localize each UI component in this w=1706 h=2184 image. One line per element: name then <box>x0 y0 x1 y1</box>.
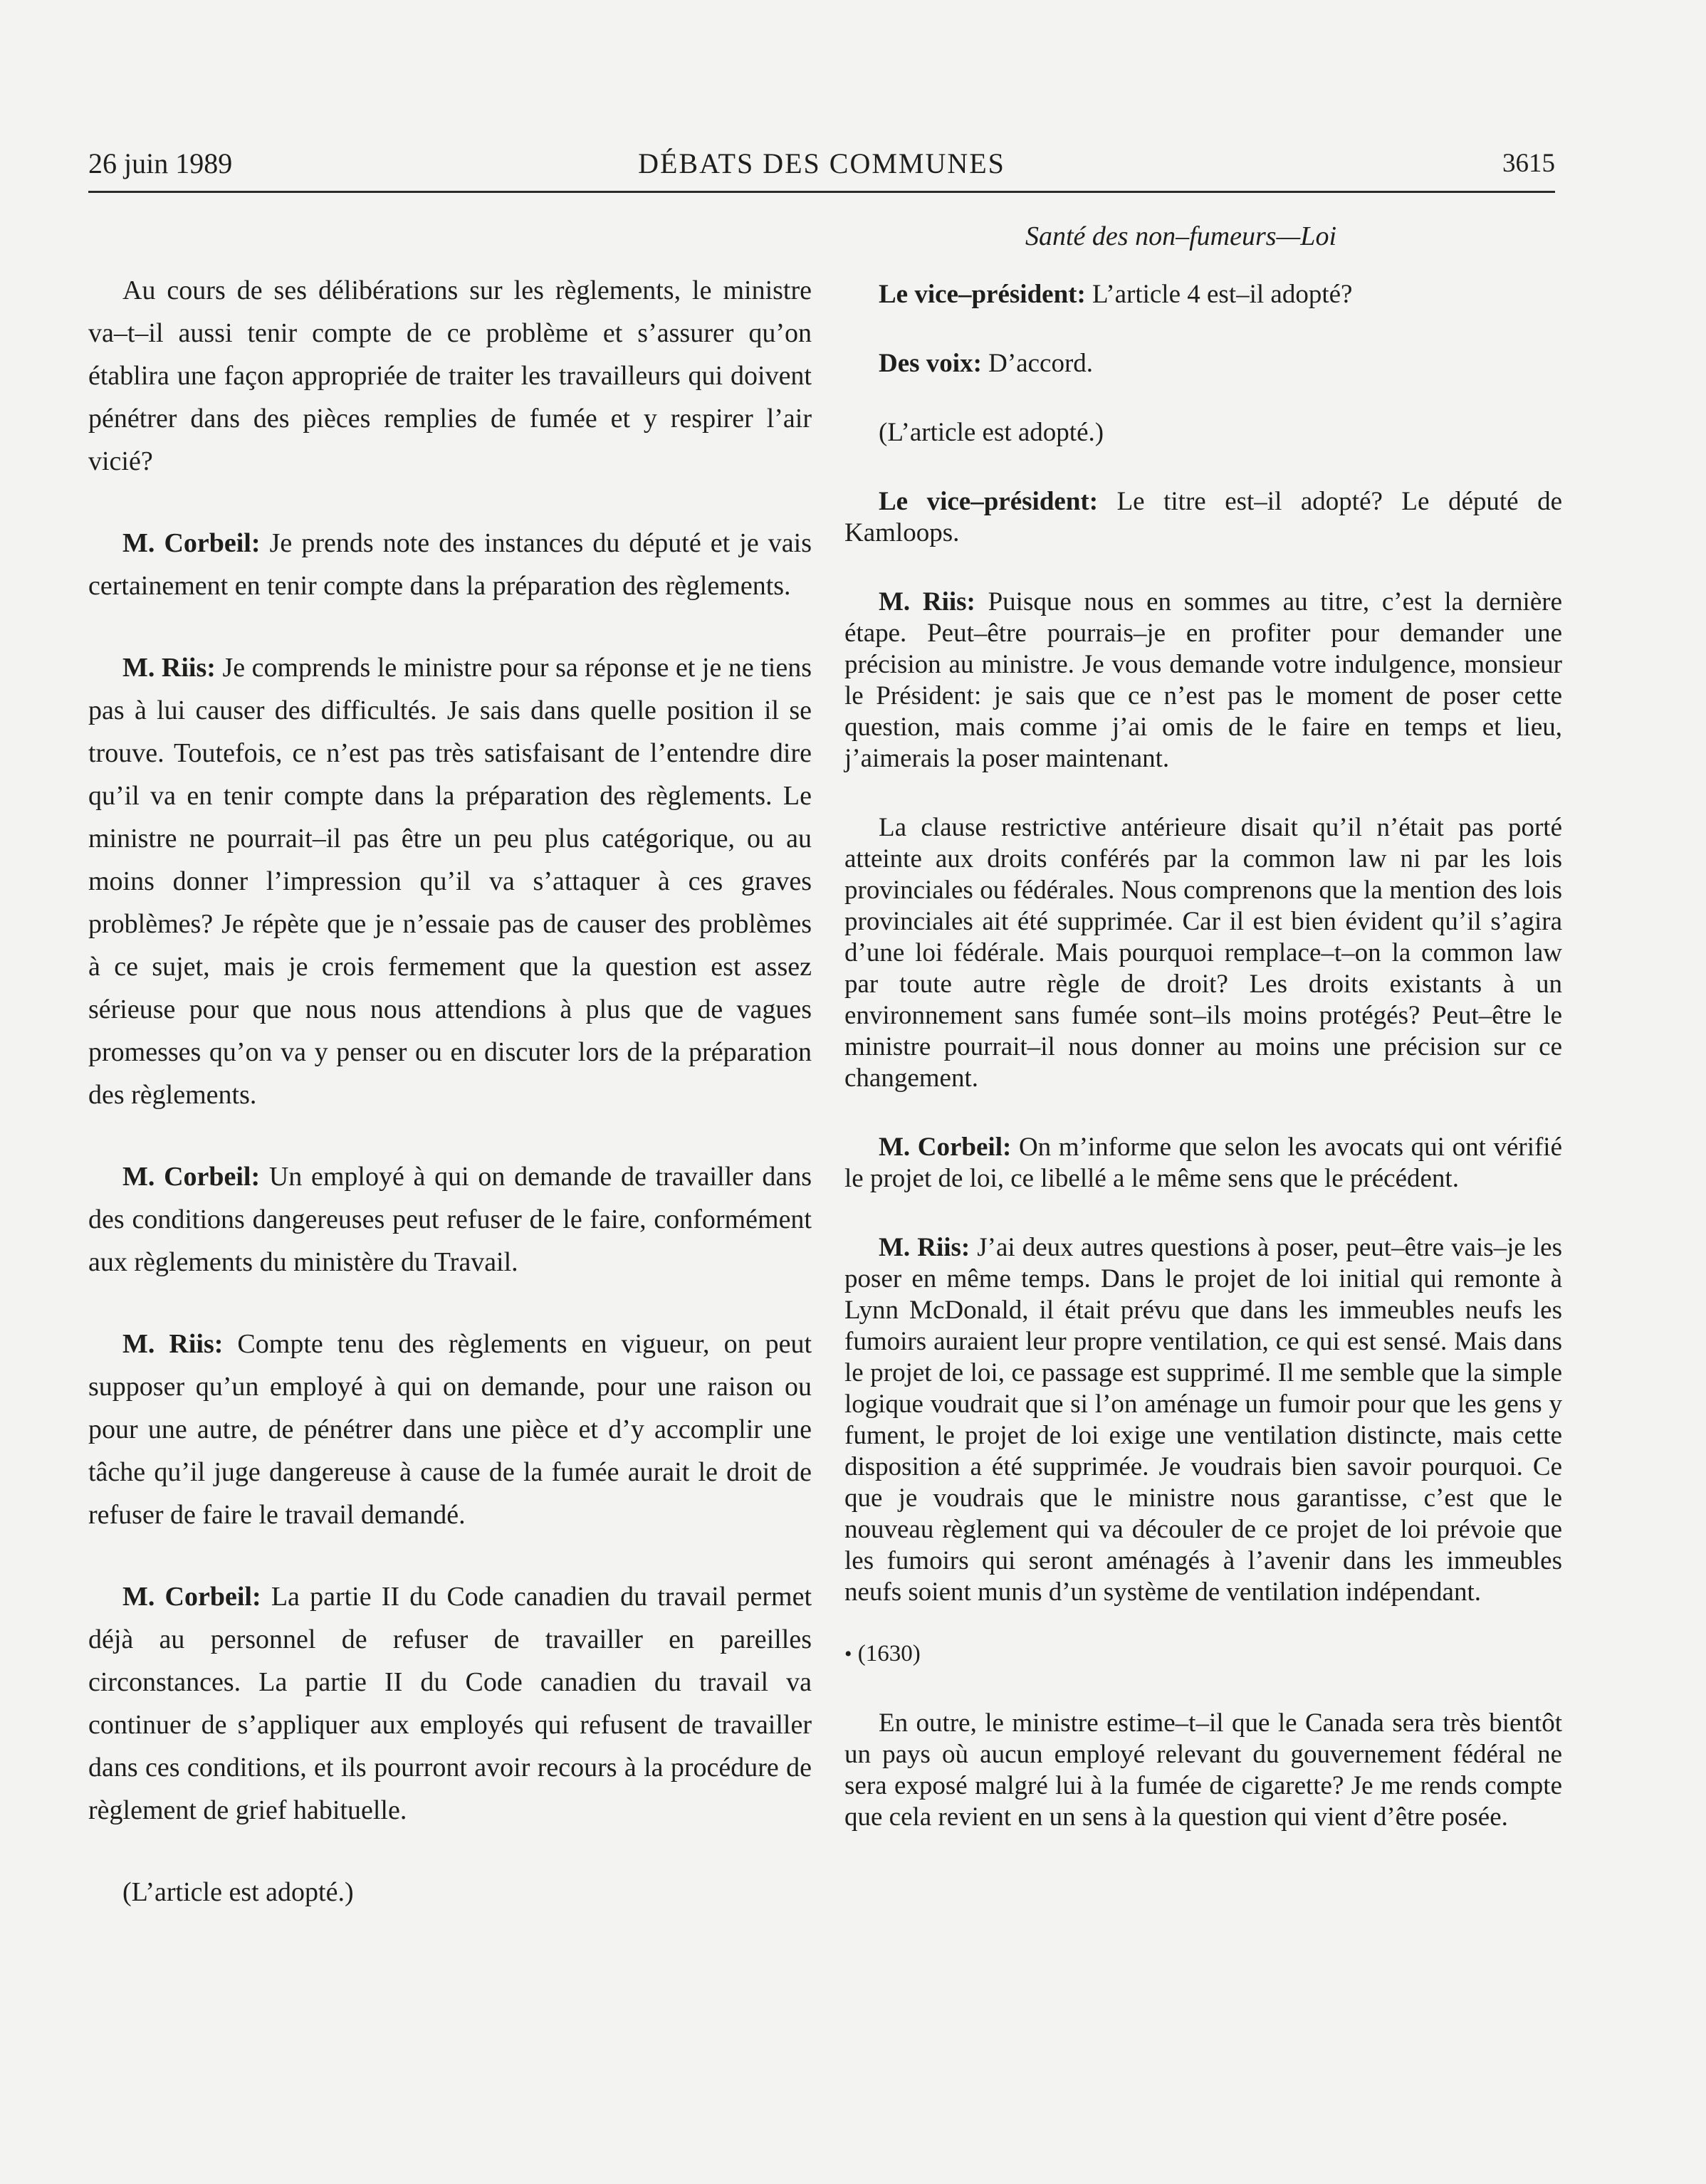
left-column <box>88 269 812 1953</box>
paragraph <box>844 348 1562 379</box>
paragraph <box>844 812 1562 1094</box>
paragraph <box>844 587 1562 775</box>
speaker-name: M. Corbeil: <box>122 1582 261 1612</box>
paragraph <box>844 417 1562 448</box>
speaker-name: M. Corbeil: <box>122 1162 261 1192</box>
paragraph-text: L’article 4 est–il adopté? <box>1092 280 1353 309</box>
paragraph-text: On m’informe que selon les avocats qui ont vérifié le projet de loi, ce libellé a le même sens que le précédent. <box>844 1133 1563 1193</box>
paragraph <box>88 1871 812 1913</box>
speaker-name: M. Riis: <box>122 653 216 683</box>
speaker-name: M. Riis: <box>122 1329 224 1359</box>
page-header <box>88 142 1555 193</box>
paragraph <box>844 486 1562 549</box>
bullet-icon: • <box>844 1642 852 1666</box>
paragraph-text: Au cours de ses délibérations sur les règlements, le ministre va–t–il aussi tenir compte de ce problème et s’assurer qu’on établira une façon appropriée de traiter les travailleurs qui doivent pénétrer dans des pièces remplies de fumée et y respirer l’air vicié? <box>88 275 812 476</box>
paragraph <box>88 646 812 1116</box>
paragraph-text: (L’article est adopté.) <box>122 1877 354 1907</box>
speaker-name: Des voix: <box>879 349 982 378</box>
paragraph <box>844 1232 1562 1608</box>
paragraph <box>88 1155 812 1283</box>
speaker-name: M. Corbeil: <box>879 1133 1012 1162</box>
speaker-name: M. Riis: <box>879 1233 970 1262</box>
paragraph-text: Le titre est–il adopté? Le député de Kamloops. <box>844 487 1563 547</box>
paragraph <box>844 1708 1562 1833</box>
paragraph-text: D’accord. <box>988 349 1094 378</box>
paragraph-text: J’ai deux autres questions à poser, peut–être vais–je les poser en même temps. Dans le projet de loi initial qui remonte à Lynn McDonald, il était prévu que dans les immeubles neufs les fumoirs auraient leur propre ventilation, ce qui est sensé. Mais dans le projet de loi, ce passage est supprimé. Il me semble que la simple logique voudrait que si l’on aménage un fumoir pour que les gens y fument, le projet de loi exige une ventilation distincte, mais cette disposition a été supprimée. Je voudrais bien savoir pourquoi. Ce que je voudrais que le ministre nous garantisse, c’est que le nouveau règlement qui va découler de ce projet de loi prévoie que les fumoirs qui seront aménagés à l’avenir dans les immeubles neufs soient munis d’un système de ventilation indépendant. <box>844 1233 1562 1607</box>
speaker-name: M. Riis: <box>879 587 975 616</box>
paragraph <box>88 269 812 483</box>
paragraph-text: (L’article est adopté.) <box>879 418 1104 447</box>
paragraph <box>88 1575 812 1832</box>
paragraph-text: La partie II du Code canadien du travail permet déjà au personnel de refuser de travailler en pareilles circonstances. La partie II du Code canadien du travail va continuer de s’appliquer aux employés qui refusent de travailler dans ces conditions, et ils pourront avoir recours à la procédure de règlement de grief habituelle. <box>88 1582 812 1825</box>
paragraph <box>844 279 1562 310</box>
paragraph-text: Puisque nous en sommes au titre, c’est la dernière étape. Peut–être pourrais–je en profiter pour demander une précision au ministre. Je vous demande votre indulgence, monsieur le Président: je sais que ce n’est pas le moment de poser cette question, mais comme j’ai omis de le faire en temps et lieu, j’aimerais la poser maintenant. <box>844 587 1562 773</box>
paragraph <box>88 1323 812 1536</box>
speaker-name: Le vice–président: <box>879 487 1099 516</box>
speaker-name: Le vice–président: <box>879 280 1086 309</box>
time-marker-text: (1630) <box>857 1641 921 1666</box>
paragraph-text: Je comprends le ministre pour sa réponse et je ne tiens pas à lui causer des difficultés. Je sais dans quelle position il se trouve. Toutefois, ce n’est pas très satisfaisant de l’entendre dire qu’il va en tenir compte dans la préparation des règlements. Le ministre ne pourrait–il pas être un peu plus catégorique, ou au moins donner l’impression qu’il va s’attaquer à ces graves problèmes? Je répète que je n’essaie pas de causer des problèmes à ce sujet, mais je crois fermement que la question est assez sérieuse pour que nous nous attendions à plus que de vagues promesses qu’on va y penser ou en discuter lors de la préparation des règlements. <box>88 653 812 1110</box>
paragraph <box>88 522 812 607</box>
page-number: 3615 <box>1502 149 1555 178</box>
running-head: Santé des non–fumeurs—Loi <box>1025 221 1336 251</box>
header-date: 26 juin 1989 <box>88 147 233 179</box>
paragraph-text: Je prends note des instances du député et je vais certainement en tenir compte dans la préparation des règlements. <box>88 528 812 601</box>
speaker-name: M. Corbeil: <box>122 528 261 558</box>
paragraph-text: Un employé à qui on demande de travailler dans des conditions dangereuses peut refuser de le faire, conformément aux règlements du ministère du Travail. <box>88 1162 812 1277</box>
paragraph <box>844 1132 1562 1195</box>
right-column <box>844 269 1562 1871</box>
paragraph-text: En outre, le ministre estime–t–il que le Canada sera très bientôt un pays où aucun employé relevant du gouvernement fédéral ne sera exposé malgré lui à la fumée de cigarette? Je me rends compte que cela revient en un sens à la question qui vient d’être posée. <box>844 1708 1562 1832</box>
time-marker <box>844 1638 1562 1670</box>
paragraph-text: La clause restrictive antérieure disait qu’il n’était pas porté atteinte aux droits conférés par la common law ni par les lois provinciales ou fédérales. Nous comprenons que la mention des lois provinciales ait été supprimée. Car il est bien évident qu’il s’agira d’une loi fédérale. Mais pourquoi remplace–t–on la common law par toute autre règle de droit? Les droits existants à un environnement sans fumée sont–ils moins protégés? Peut–être le ministre pourrait–il nous donner au moins une précision sur ce changement. <box>844 813 1562 1093</box>
paragraph-text: Compte tenu des règlements en vigueur, on peut supposer qu’un employé à qui on demande, pour une raison ou pour une autre, de pénétrer dans une pièce et d’y accomplir une tâche qu’il juge dangereuse à cause de la fumée aurait le droit de refuser de faire le travail demandé. <box>88 1329 812 1530</box>
header-title: DÉBATS DES COMMUNES <box>638 147 1005 179</box>
